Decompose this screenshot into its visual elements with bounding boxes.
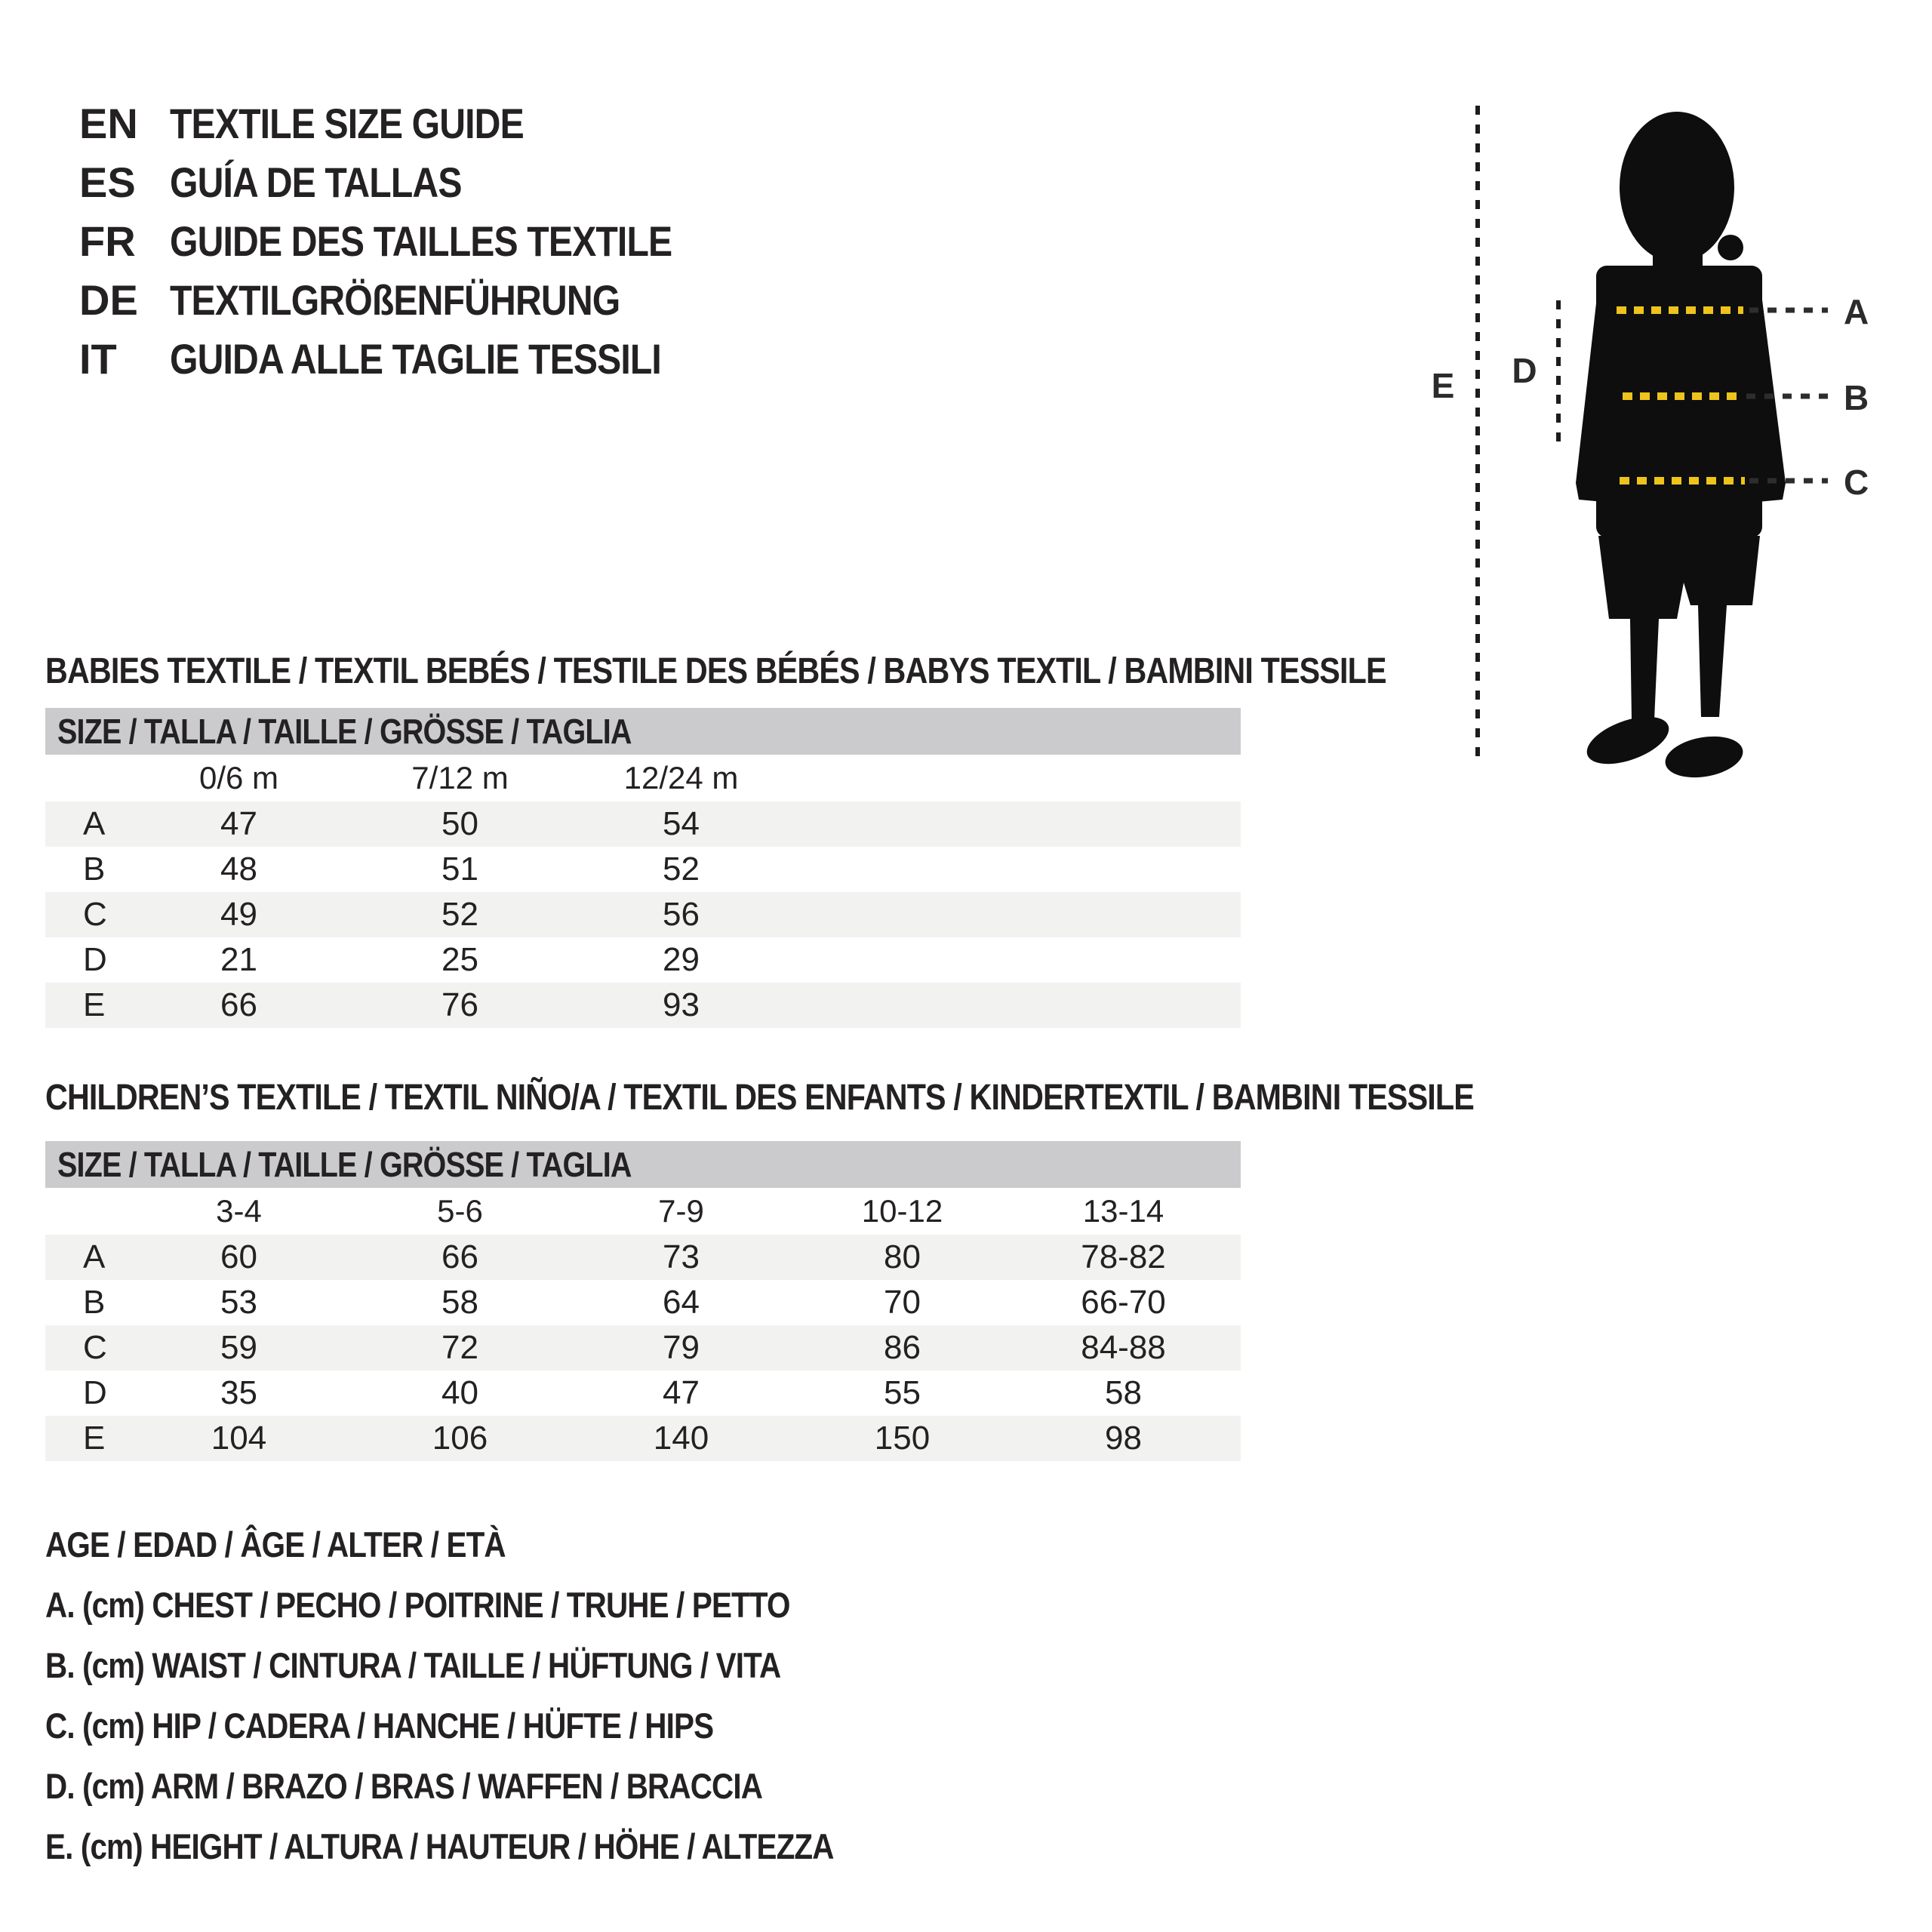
table-cell: 72 — [441, 1329, 478, 1366]
lang-row-en — [79, 94, 754, 152]
children-section-title: CHILDREN’S TEXTILE / TEXTIL NIÑO/A / TEXTIL DES ENFANTS / KINDERTEXTIL / BAMBINI TESSILE — [45, 1078, 1474, 1118]
table-cell: 54 — [663, 805, 700, 842]
table-row — [45, 983, 1241, 1028]
table-cell: 52 — [663, 851, 700, 888]
lang-title: GUIDA ALLE TAGLIE TESSILI — [170, 334, 661, 383]
lang-code: DE — [79, 275, 138, 324]
legend-text: C. (cm) HIP / CADERA / HANCHE / HÜFTE / HIPS — [45, 1705, 714, 1746]
column-header: 10-12 — [861, 1193, 943, 1229]
legend-line — [45, 1635, 962, 1695]
table-row — [45, 801, 1241, 847]
lang-title: GUIDE DES TAILLES TEXTILE — [170, 217, 672, 265]
row-label: E — [83, 986, 106, 1023]
babies-section-title: BABIES TEXTILE / TEXTIL BEBÉS / TESTILE DES BÉBÉS / BABYS TEXTIL / BAMBINI TESSILE — [45, 651, 1386, 691]
column-header: 7-9 — [658, 1193, 704, 1229]
lang-row-it — [79, 329, 754, 388]
table-cell: 98 — [1105, 1420, 1142, 1457]
measurement-legend — [45, 1514, 962, 1876]
legend-text: A. (cm) CHEST / PECHO / POITRINE / TRUHE / PETTO — [45, 1584, 790, 1625]
legend-line — [45, 1816, 962, 1876]
measure-label-c: C — [1844, 463, 1869, 502]
table-cell: 21 — [220, 941, 257, 978]
row-label: C — [83, 896, 107, 933]
table-cell: 50 — [441, 805, 478, 842]
shorts — [1598, 536, 1760, 619]
table-cell: 58 — [1105, 1374, 1142, 1411]
left-shoe — [1581, 707, 1675, 774]
table-cell: 25 — [441, 941, 478, 978]
lang-code: FR — [79, 217, 136, 265]
measure-label-e: E — [1431, 366, 1455, 405]
lang-code: ES — [79, 158, 136, 206]
table-cell: 53 — [220, 1284, 257, 1321]
table-cell: 64 — [663, 1284, 700, 1321]
table-cell: 106 — [432, 1420, 488, 1457]
legend-text: B. (cm) WAIST / CINTURA / TAILLE / HÜFTUNG / VITA — [45, 1644, 781, 1685]
table-row — [45, 1325, 1241, 1371]
column-header: 3-4 — [216, 1193, 262, 1229]
table-cell: 51 — [441, 851, 478, 888]
measure-label-d: D — [1512, 351, 1537, 390]
table-cell: 66-70 — [1081, 1284, 1166, 1321]
row-label: E — [83, 1420, 106, 1457]
legend-text: D. (cm) ARM / BRAZO / BRAS / WAFFEN / BRACCIA — [45, 1765, 763, 1806]
measure-label-a: A — [1844, 292, 1869, 331]
children-size-table — [45, 1188, 1241, 1461]
children-table-column-header-row — [45, 1188, 1241, 1235]
measure-label-b: B — [1844, 378, 1869, 417]
column-header: 12/24 m — [623, 760, 739, 795]
row-label: B — [83, 1284, 106, 1321]
language-list — [79, 94, 754, 388]
table-cell: 84-88 — [1081, 1329, 1166, 1366]
table-cell: 47 — [663, 1374, 700, 1411]
table-cell: 49 — [220, 896, 257, 933]
children-size-header-bar: SIZE / TALLA / TAILLE / GRÖSSE / TAGLIA — [45, 1141, 1241, 1188]
table-cell: 70 — [884, 1284, 921, 1321]
row-label: B — [83, 851, 106, 888]
lang-title: GUÍA DE TALLAS — [170, 158, 462, 206]
table-row — [45, 1280, 1241, 1325]
table-row — [45, 937, 1241, 983]
legend-line — [45, 1514, 962, 1574]
table-cell: 66 — [441, 1238, 478, 1275]
legend-text: E. (cm) HEIGHT / ALTURA / HAUTEUR / HÖHE / ALTEZZA — [45, 1826, 834, 1866]
column-header: 0/6 m — [198, 760, 279, 795]
lang-code: EN — [79, 99, 138, 147]
row-label: A — [83, 805, 106, 842]
babies-table-column-header-row — [45, 755, 1241, 801]
table-cell: 29 — [663, 941, 700, 978]
table-cell: 48 — [220, 851, 257, 888]
lang-row-fr — [79, 211, 754, 270]
table-cell: 150 — [874, 1420, 931, 1457]
table-cell: 59 — [220, 1329, 257, 1366]
table-cell: 104 — [211, 1420, 267, 1457]
row-label: C — [83, 1329, 107, 1366]
column-header: 13-14 — [1082, 1193, 1164, 1229]
table-cell: 93 — [663, 986, 700, 1023]
table-cell: 66 — [220, 986, 257, 1023]
right-leg — [1698, 605, 1727, 717]
column-header: 7/12 m — [411, 760, 509, 795]
lang-row-de — [79, 270, 754, 329]
table-cell: 52 — [441, 896, 478, 933]
table-cell: 40 — [441, 1374, 478, 1411]
row-label: D — [83, 1374, 107, 1411]
table-row — [45, 1371, 1241, 1416]
legend-text: AGE / EDAD / ÂGE / ALTER / ETÀ — [45, 1524, 506, 1564]
table-cell: 79 — [663, 1329, 700, 1366]
row-label: D — [83, 941, 107, 978]
table-cell: 80 — [884, 1238, 921, 1275]
legend-line — [45, 1574, 962, 1635]
lang-title: TEXTILGRÖßENFÜHRUNG — [170, 275, 620, 324]
table-cell: 47 — [220, 805, 257, 842]
babies-size-table — [45, 755, 1241, 1028]
column-header: 5-6 — [437, 1193, 483, 1229]
arm-measure-line-D — [1512, 300, 1558, 449]
table-row — [45, 892, 1241, 937]
table-cell: 140 — [653, 1420, 709, 1457]
table-cell: 55 — [884, 1374, 921, 1411]
table-cell: 60 — [220, 1238, 257, 1275]
table-cell: 78-82 — [1081, 1238, 1166, 1275]
table-cell: 35 — [220, 1374, 257, 1411]
table-row — [45, 1416, 1241, 1461]
lang-title: TEXTILE SIZE GUIDE — [170, 99, 524, 147]
table-cell: 86 — [884, 1329, 921, 1366]
right-shoe — [1662, 731, 1746, 783]
legend-line — [45, 1695, 962, 1755]
table-cell: 58 — [441, 1284, 478, 1321]
table-cell: 56 — [663, 896, 700, 933]
lang-row-es — [79, 152, 754, 211]
lang-code: IT — [79, 334, 117, 383]
table-row — [45, 1235, 1241, 1280]
legend-line — [45, 1755, 962, 1816]
left-leg — [1630, 619, 1659, 720]
table-row — [45, 847, 1241, 892]
table-cell: 73 — [663, 1238, 700, 1275]
table-cell: 76 — [441, 986, 478, 1023]
child-silhouette — [1576, 112, 1786, 783]
ear — [1718, 235, 1743, 260]
row-label: A — [83, 1238, 106, 1275]
babies-size-header-bar: SIZE / TALLA / TAILLE / GRÖSSE / TAGLIA — [45, 708, 1241, 755]
